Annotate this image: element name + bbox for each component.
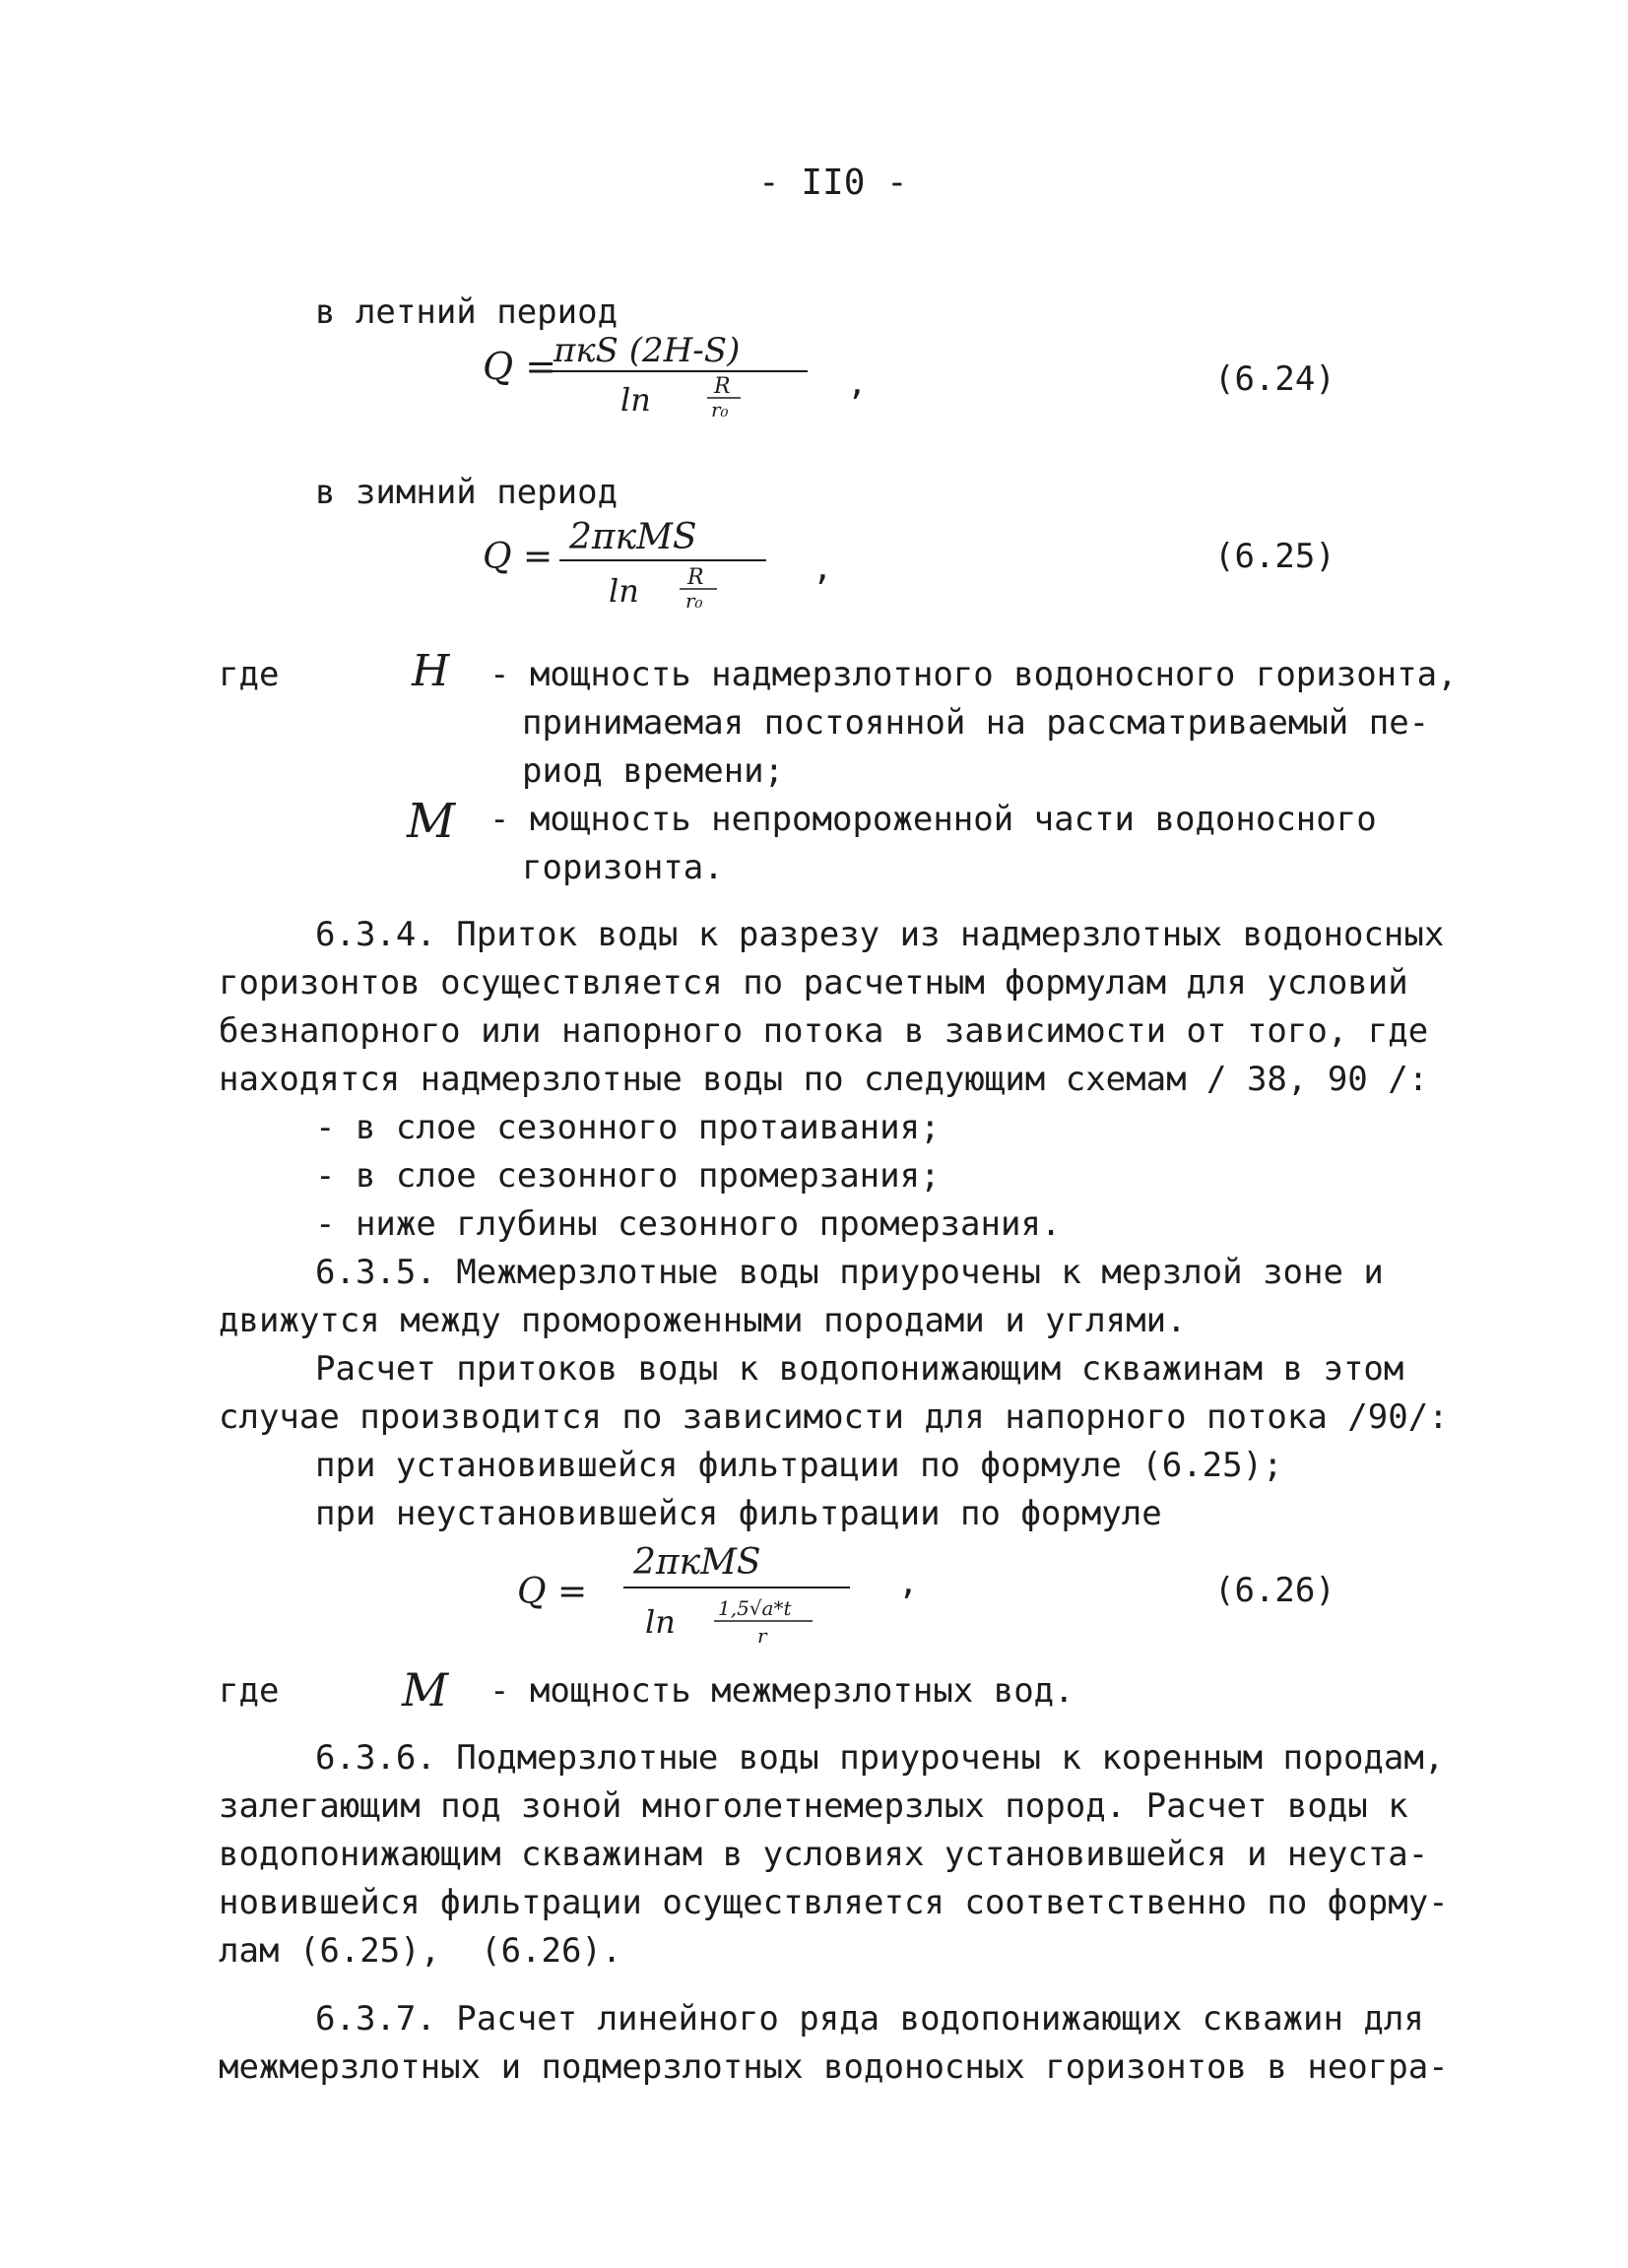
paragraph-line: лам (6.25), (6.26).	[219, 1931, 622, 1971]
paragraph-line: новившейся фильтрации осуществляется соответственно по форму-	[219, 1883, 1449, 1922]
paragraph-line: при неустановившейся фильтрации по формуле	[315, 1494, 1162, 1533]
formula-6-26	[517, 1526, 872, 1654]
definition-line: - мощность непромороженной части водоносного	[489, 800, 1377, 839]
list-item: - ниже глубины сезонного промерзания.	[315, 1204, 1062, 1244]
winter-period-label: в зимний период	[315, 473, 619, 512]
formula-ratio-den: r₀	[711, 398, 729, 421]
formula-comma: ,	[847, 363, 868, 403]
equation-number-6-25: (6.25)	[1214, 537, 1335, 576]
equation-number-6-26: (6.26)	[1214, 1571, 1335, 1610]
paragraph-line: находятся надмерзлотные воды по следующим схемам / 38, 90 /:	[219, 1060, 1429, 1099]
symbol-h: H	[412, 646, 450, 696]
equation-number-6-24: (6.24)	[1214, 359, 1335, 399]
list-item: - в слое сезонного протаивания;	[315, 1108, 941, 1147]
formula-ratio-num: R	[714, 374, 731, 399]
where-label: где	[219, 655, 280, 694]
formula-comma: ,	[898, 1563, 919, 1602]
formula-lhs: Q =	[517, 1572, 588, 1612]
formula-lhs: Q =	[483, 345, 557, 388]
definition-line: горизонта.	[522, 848, 724, 887]
paragraph-line: случае производится по зависимости для напорного потока /90/:	[219, 1397, 1449, 1437]
paragraph-line: безнапорного или напорного потока в зависимости от того, где	[219, 1011, 1429, 1051]
formula-ln: ln	[620, 381, 651, 419]
list-item: - в слое сезонного промерзания;	[315, 1156, 941, 1196]
formula-6-24	[483, 310, 857, 419]
paragraph-line: при установившейся фильтрации по формуле (6.25);	[315, 1446, 1283, 1485]
formula-numerator: 2πкMS	[569, 517, 697, 557]
definition-line: - мощность надмерзлотного водоносного горизонта,	[489, 655, 1458, 694]
formula-numerator: 2πкMS	[633, 1542, 761, 1583]
formula-ln: ln	[645, 1603, 676, 1641]
paragraph-line: 6.3.4. Приток воды к разрезу из надмерзлотных водоносных	[315, 915, 1445, 954]
formula-lhs: Q =	[483, 537, 554, 577]
symbol-m: M	[407, 794, 456, 849]
paragraph-line: горизонтов осуществляется по расчетным формулам для условий	[219, 963, 1408, 1003]
paragraph-line: 6.3.5. Межмерзлотные воды приурочены к мерзлой зоне и	[315, 1253, 1384, 1292]
where-label: где	[219, 1671, 280, 1711]
definition-line: принимаемая постоянной на рассматриваемый пе-	[522, 703, 1430, 743]
formula-ln: ln	[609, 572, 639, 610]
formula-comma: ,	[813, 549, 833, 588]
paragraph-line: движутся между промороженными породами и углями.	[219, 1301, 1187, 1340]
formula-ratio-num: 1,5√a*t	[718, 1596, 792, 1620]
paragraph-line: Расчет притоков воды к водопонижающим скважинам в этом	[315, 1349, 1404, 1389]
definition-line: - мощность межмерзлотных вод.	[489, 1671, 1074, 1711]
formula-ratio-den: r₀	[685, 589, 703, 613]
paragraph-line: межмерзлотных и подмерзлотных водоносных горизонтов в неогра-	[219, 2047, 1449, 2087]
formula-6-25	[483, 507, 808, 616]
formula-ratio-den: r	[757, 1624, 767, 1648]
paragraph-line: 6.3.7. Расчет линейного ряда водопонижающих скважин для	[315, 1999, 1424, 2039]
formula-numerator: πкS (2H-S)	[554, 331, 741, 370]
definition-line: риод времени;	[522, 751, 785, 791]
page-number: - II0 -	[758, 162, 908, 203]
paragraph-line: водопонижающим скважинам в условиях установившейся и неуста-	[219, 1835, 1429, 1874]
symbol-m: M	[402, 1663, 449, 1717]
formula-ratio-num: R	[687, 565, 704, 590]
paragraph-line: 6.3.6. Подмерзлотные воды приурочены к коренным породам,	[315, 1738, 1445, 1778]
summer-period-label: в летний период	[315, 292, 619, 332]
paragraph-line: залегающим под зоной многолетнемерзлых пород. Расчет воды к	[219, 1786, 1408, 1826]
